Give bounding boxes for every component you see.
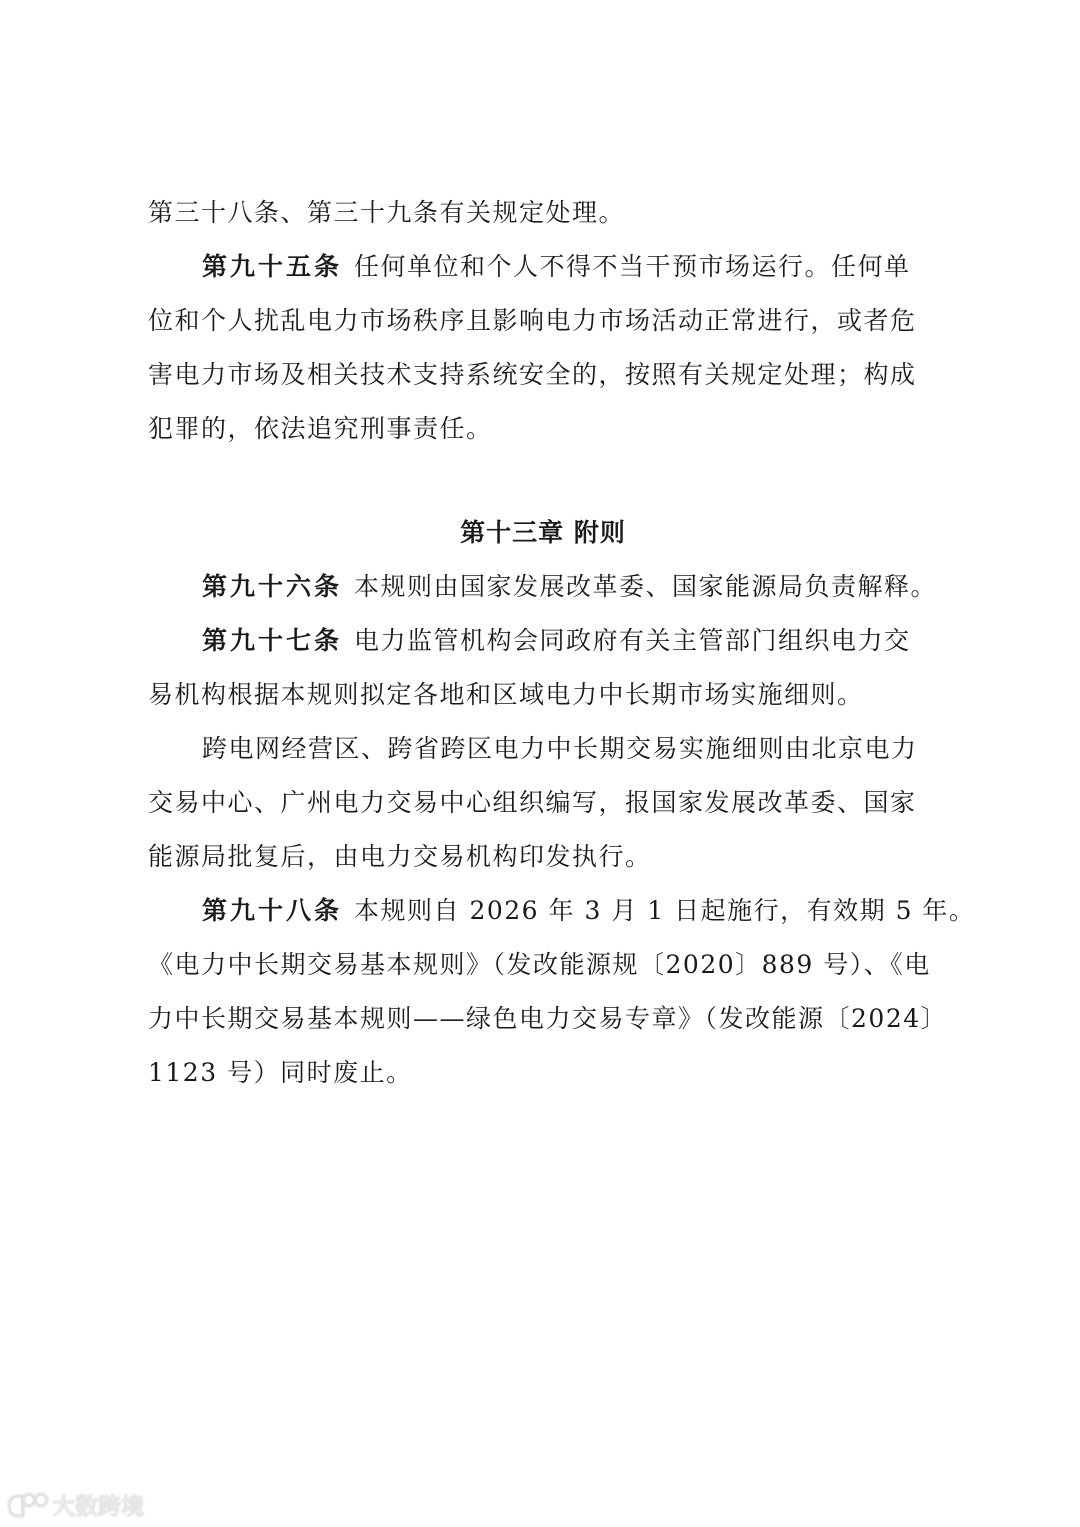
line-text: 跨电网经营区、跨省跨区电力中长期交易实施细则由北京电力 bbox=[202, 734, 918, 763]
watermark bbox=[8, 1488, 144, 1521]
line-text: 犯罪的，依法追究刑事责任。 bbox=[148, 414, 493, 443]
article-98-line-2 bbox=[148, 948, 938, 1002]
article-97-cont-line-3 bbox=[148, 840, 938, 894]
line-text: 害电力市场及相关技术支持系统安全的，按照有关规定处理；构成 bbox=[148, 360, 917, 389]
weibo-eyes-logo-icon bbox=[8, 1493, 48, 1517]
line-text: 交易中心、广州电力交易中心组织编写，报国家发展改革委、国家 bbox=[148, 788, 917, 817]
article-number: 第九十五条 bbox=[202, 252, 343, 281]
chapter-heading: 第十三章 附则 bbox=[460, 518, 626, 547]
text-line bbox=[148, 196, 938, 250]
line-text: 任何单位和个人不得不当干预市场运行。任何单 bbox=[354, 252, 911, 281]
line-text: 本规则自 2026 年 3 月 1 日起施行，有效期 5 年。 bbox=[354, 896, 976, 925]
article-95-line-4 bbox=[148, 412, 938, 466]
article-98-line-3 bbox=[148, 1002, 948, 1056]
article-97-cont-line-1 bbox=[148, 732, 938, 786]
watermark-text: 大数跨境 bbox=[52, 1494, 144, 1520]
article-98-line-4 bbox=[148, 1056, 938, 1110]
line-text: 本规则由国家发展改革委、国家能源局负责解释。 bbox=[354, 572, 938, 601]
article-number: 第九十八条 bbox=[202, 896, 343, 925]
article-97-line-1 bbox=[148, 624, 938, 678]
article-number: 第九十六条 bbox=[202, 572, 343, 601]
article-97-line-2 bbox=[148, 678, 938, 732]
article-98-line-1 bbox=[148, 894, 976, 948]
article-97-cont-line-2 bbox=[148, 786, 938, 840]
line-text: 易机构根据本规则拟定各地和区域电力中长期市场实施细则。 bbox=[148, 680, 864, 709]
article-96-line-1 bbox=[148, 570, 938, 624]
article-95-line-3 bbox=[148, 358, 938, 412]
line-text: 1123 号）同时废止。 bbox=[148, 1058, 413, 1087]
line-text: 力中长期交易基本规则——绿色电力交易专章》（发改能源〔2024〕 bbox=[148, 1004, 948, 1033]
article-95-line-1 bbox=[148, 250, 938, 304]
line-text: 《电力中长期交易基本规则》（发改能源规〔2020〕889 号）、《电 bbox=[148, 950, 931, 979]
article-number: 第九十七条 bbox=[202, 626, 343, 655]
article-95-line-2 bbox=[148, 304, 938, 358]
line-text: 第三十八条、第三十九条有关规定处理。 bbox=[148, 198, 626, 227]
line-text: 位和个人扰乱电力市场秩序且影响电力市场活动正常进行，或者危 bbox=[148, 306, 917, 335]
line-text: 电力监管机构会同政府有关主管部门组织电力交 bbox=[354, 626, 911, 655]
line-text: 能源局批复后，由电力交易机构印发执行。 bbox=[148, 842, 652, 871]
